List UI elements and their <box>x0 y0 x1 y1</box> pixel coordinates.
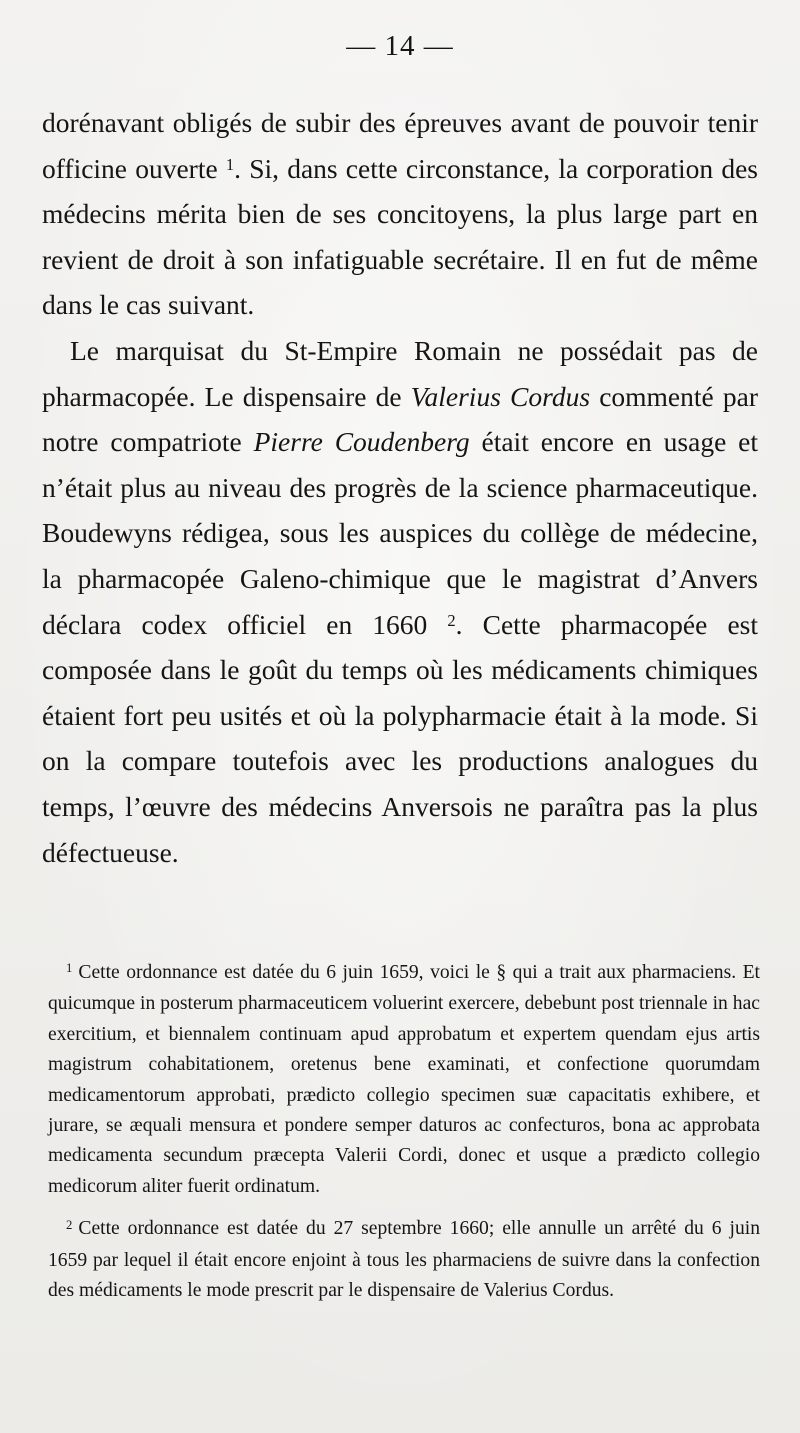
name-pierre-coudenberg: Pierre Coudenberg <box>253 426 470 458</box>
footnote-2-mark: 2 <box>66 1217 73 1232</box>
main-text <box>42 100 758 875</box>
paragraph-2-part-a: Le marquisat du St-Empire Romain ne possédait pas de pharmacopée. Le dispensaire de <box>42 334 758 412</box>
paragraph-1 <box>42 100 758 328</box>
paragraph-1-text: dorénavant obligés de subir des épreuves avant de pouvoir tenir officine ouverte <box>42 107 758 184</box>
footnote-ref-1: 1 <box>225 155 235 175</box>
paragraph-2-part-b: commenté par notre compatriote <box>42 380 758 458</box>
paragraph-2-part-d: . Cette pharmacopée est composée dans le goût du temps où les médicaments chimiques étaient fort peu usités et où la polypharmacie était à la mode. Si on la compare toutefois avec les productions analogues du temps, l’œuvre des médecins Anversois ne paraîtra pas la plus défectueuse. <box>42 608 758 868</box>
footnote-2-text: Cette ordonnance est datée du 27 septembre 1660; elle annulle un arrêté du 6 juin 1659 par lequel il était encore enjoint à tous les pharmaciens de suivre dans la confection des médicaments le mode prescrit par le dispensaire de Valerius Cordus. <box>48 1218 760 1302</box>
footnote-1 <box>48 958 760 1202</box>
paragraph-1-tail: . Si, dans cette circonstance, la corporation des médecins mérita bien de ses concitoyens, la plus large part en revient de droit à son infatiguable secrétaire. Il en fut de même dans le cas suivant. <box>42 152 759 321</box>
footnote-1-mark: 1 <box>66 961 73 976</box>
paragraph-2-part-c: était encore en usage et n’était plus au niveau des progrès de la science pharmaceutique. Boudewyns rédigea, sous les auspices du collège de médecine, la pharmacopée Galeno-chimique que le magistrat d’Anvers déclara codex officiel en 1660 <box>42 426 759 640</box>
paragraph-2 <box>42 328 758 875</box>
footnote-1-text: Cette ordonnance est datée du 6 juin 1659, voici le § qui a trait aux pharmaciens. Et quicumque in posterum pharmaceuticem voluerint exercere, debebunt post triennale in hac exercitium, et biennalem continuam apud approbatum et expertem quendam ejus artis magistrum cohabitationem, oretenus bene examinati, et confectione quorumdam medicamentorum approbati, prædicto collegio specimen suæ capacitatis exhibere, et jurare, se æquali mensura et pondere semper daturos ac confecturos, bona ac approbata medicamenta secundum præcepta Valerii Cordi, donec et usque a prædicto collegio medicorum aliter fuerit ordinatum. <box>48 962 760 1197</box>
footnote-ref-2: 2 <box>447 611 456 631</box>
name-valerius-cordus: Valerius Cordus <box>410 380 591 412</box>
page-number: — 14 — <box>346 30 454 62</box>
footnotes <box>48 958 760 1306</box>
footnote-2 <box>48 1214 760 1306</box>
